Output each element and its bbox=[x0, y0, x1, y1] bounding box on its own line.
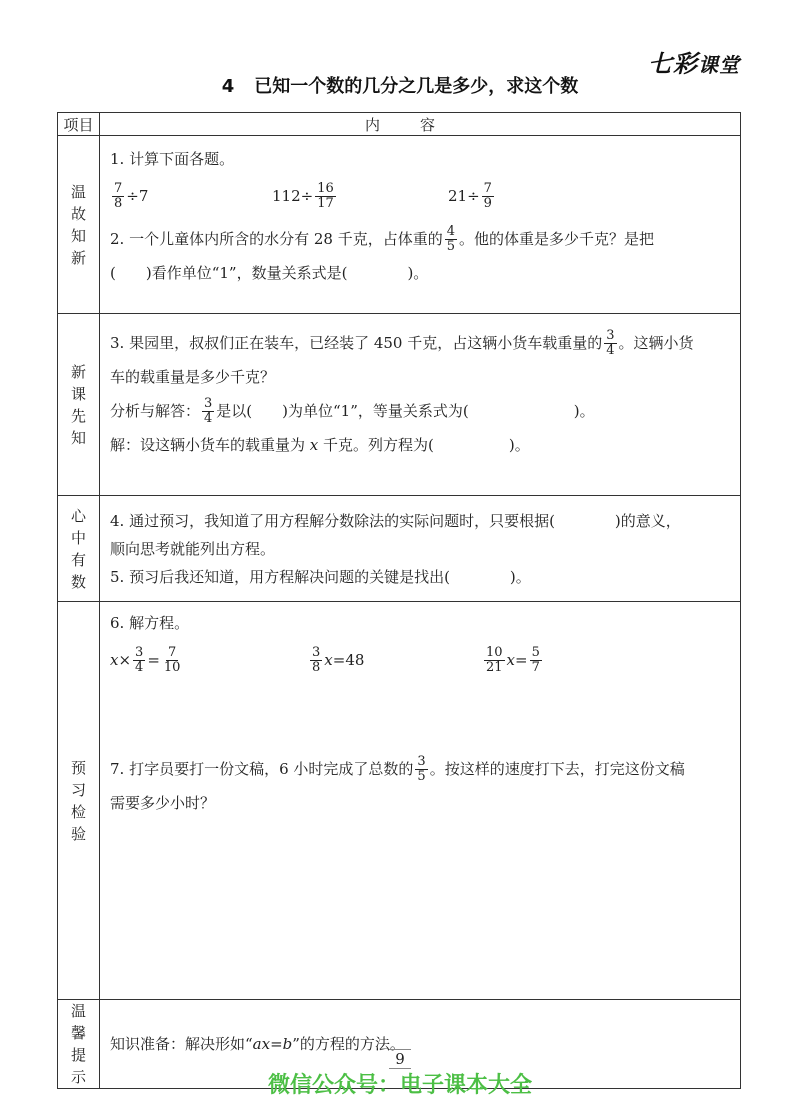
section-practice bbox=[100, 602, 741, 1000]
question-1: 1. 计算下面各题。 bbox=[110, 150, 235, 168]
section-label-preview: 新课先知 bbox=[58, 314, 100, 496]
tip-text: 知识准备：解决形如“ax=b”的方程的方法。 bbox=[110, 1035, 405, 1053]
equation-3: $\frac{10}{21}$ x = $\frac{5}{7}$ bbox=[486, 644, 540, 675]
calc-expr-3: 21÷ $\frac{7}{9}$ bbox=[448, 180, 492, 211]
question-7: 7. 打字员要打一份文稿，6 小时完成了总数的 $\frac{3}{5}$ 。按这样的速度打下去，打完这份文稿 bbox=[110, 753, 685, 784]
equation-1: x × $\frac{3}{4}$ = $\frac{7}{10}$ bbox=[110, 644, 181, 675]
question-5: 5. 预习后我还知道，用方程解决问题的关键是找出( )。 bbox=[110, 568, 531, 586]
page-number: 9 bbox=[0, 1050, 800, 1068]
brand-logo: 七彩课堂 bbox=[648, 50, 740, 78]
watermark-text: 微信公众号：电子课本大全 bbox=[267, 1073, 532, 1098]
question-4: 4. 通过预习，我知道了用方程解分数除法的实际问题时，只要根据( )的意义， bbox=[110, 512, 681, 530]
equation-2: $\frac{3}{8}$ x =48 bbox=[312, 644, 365, 675]
section-label-review: 温故知新 bbox=[58, 136, 100, 314]
question-3-cont: 车的载重量是多少千克？ bbox=[110, 368, 276, 386]
equations bbox=[110, 640, 730, 680]
section-label-tip: 温馨提示 bbox=[58, 1000, 100, 1089]
calc-expr-2: 112÷ $\frac{16}{17}$ bbox=[272, 180, 334, 211]
header-content: 内容 bbox=[100, 113, 741, 136]
section-label-check: 心中有数 bbox=[58, 496, 100, 602]
question-6: 6. 解方程。 bbox=[110, 614, 190, 632]
section-preview bbox=[100, 314, 741, 496]
lesson-title: 已知一个数的几分之几是多少，求这个数 bbox=[254, 76, 579, 97]
header-project: 项目 bbox=[58, 113, 100, 136]
lesson-number: 4 bbox=[221, 76, 235, 97]
section-label-practice: 预习检验 bbox=[58, 602, 100, 1000]
section-review bbox=[100, 136, 741, 314]
question-4-cont: 顺向思考就能列出方程。 bbox=[110, 540, 276, 558]
calc-expressions bbox=[110, 176, 730, 216]
question-7-cont: 需要多少小时？ bbox=[110, 794, 216, 812]
page-title bbox=[0, 72, 800, 98]
worksheet-table bbox=[57, 112, 741, 1089]
question-2-cont: ( )看作单位“1”，数量关系式是( )。 bbox=[110, 264, 429, 282]
calc-expr-1: $\frac{7}{8}$ ÷7 bbox=[114, 180, 149, 211]
question-3: 3. 果园里，叔叔们正在装车，已经装了 450 千克，占这辆小货车载重量的 $\frac{3}{4}$ 。这辆小货 bbox=[110, 327, 694, 358]
section-check bbox=[100, 496, 741, 602]
analysis-line: 分析与解答： $\frac{3}{4}$ 是以( )为单位“1”，等量关系式为( )。 bbox=[110, 395, 595, 426]
question-2: 2. 一个儿童体内所含的水分有 28 千克，占体重的 $\frac{4}{5}$ 。他的体重是多少千克？是把 bbox=[110, 223, 655, 254]
solution-line: 解：设这辆小货车的载重量为 x 千克。列方程为( )。 bbox=[110, 436, 530, 454]
